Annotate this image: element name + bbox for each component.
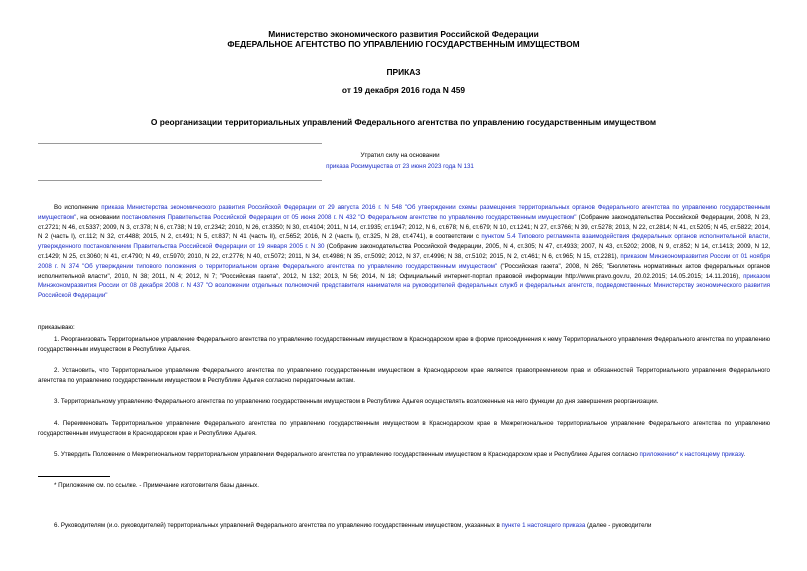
preamble-text-4: (Собрание законодательства Российской Федерации, 2005, N 4, ст.305; N 47, ст.4933; 2007, N 43, ст.5202; 2008, N 9, ст.852; N 14, ст.1413; 2009, N 12, ст.1429; N 25, ст.3060; N 41, ст.4790; N 49, ст.5970; 2010, N 22, ст.2776; N 40, ст.5072; 2011, N 34, ст.4986; N 35, ст.5092; 2012, N 37, ст.4996; N 38, ст.5102; 2015, N 2, ст.461; N 6, ст.965; N 15, ст.2281), <box>38 243 770 260</box>
order-374-link[interactable]: приказом Минэкономразвития России от 01 ноября 2008 г. N 374 "Об утверждении типового положения о территориальном органе Федерального агентства по управлению государственным имуществом" <box>38 252 771 270</box>
order-437-link[interactable]: приказом Минэкономразвития России от 08 декабря 2008 г. N 437 "О возложении отдельных полномочий представителя нанимателя на руководителей федеральных служб и федеральных агентств, подведомственных Министерству экономического развития Российской Федерации" <box>38 272 770 300</box>
preamble-text-2: , на основании <box>76 213 122 221</box>
appendix-link[interactable]: приложению* к настоящему приказу <box>639 451 744 458</box>
agency-name: ФЕДЕРАЛЬНОЕ АГЕНТСТВО ПО УПРАВЛЕНИЮ ГОСУДАРСТВЕННЫМ ИМУЩЕСТВОМ <box>227 39 580 49</box>
preamble-text-3: (Собрание законодательства Российской Федерации, 2008, N 23, ст.2721; N 46, ст.5337; 2009, N 3, ст.378; N 6, ст.738; N 19, ст.2342; 2010, N 26, ст.3350; N 30, ст.4104; 2011, N 14, ст.1935; ст.1947; 2012, N 6, ст.678; N 6, ст.679; N 10, ст.1241; N 27, ст.3766; N 39, ст.5278; 2013, N 22, ст.2814; N 41, ст.5205; N 45, ст.5822; 2014, N 2 (часть I), ст.112; N 32, ст.4488; 2015, N 2, ст.491; N 5, ст.837; N 41 (часть II), ст.5652; 2016, N 2 (часть I), ст.325, N 28, ст.4741), в соответствии с <box>38 213 770 241</box>
order-548-link[interactable]: приказа Министерства экономического развития Российской Федерации от 29 августа 2016 г. N 548 "Об утверждении схемы размещения территориальных органов Федерального агентства по управлению государственным имуществом" <box>38 204 770 221</box>
repeal-order-link[interactable]: приказа Росимущества от 23 июня 2023 года N 131 <box>326 163 474 170</box>
item-6-text-end: (далее - руководители <box>585 522 652 529</box>
top-divider <box>38 143 322 144</box>
document-type: ПРИКАЗ <box>386 67 421 77</box>
bottom-divider <box>38 180 322 181</box>
regulation-5-4-link[interactable]: пунктом 5.4 Типового регламента взаимодействия федеральных органов исполнительной власти, утвержденного постановлением Правительства Российской Федерации от 19 января 2005 г. N 30 <box>38 233 770 251</box>
item-2-text: 2. Установить, что Территориальное управление Федерального агентства по управлению государственным имуществом в Краснодарском крае является правопреемником прав и обязанностей Территориального управления Федерального агентства по управлению государственным имуществом в Республике Адыгея согласно передаточным актам. <box>38 367 770 384</box>
order-word: приказываю: <box>38 324 75 331</box>
footnote: * Приложение см. по ссылке. - Примечание изготовителя базы данных. <box>54 482 259 489</box>
item-6 <box>38 521 770 531</box>
item-4 <box>38 419 770 439</box>
preamble-text-1: Во исполнение <box>54 204 102 211</box>
item-3-text: 3. Территориальному управлению Федерального агентства по управлению государственным имуществом в Республике Адыгея осуществлять возложенные на него функции до дня завершения реорганизации. <box>54 398 659 405</box>
item-5-end: . <box>743 451 746 458</box>
status-note-label: Утратил силу на основании <box>360 152 440 159</box>
item-5 <box>38 450 770 460</box>
item-3 <box>38 397 770 407</box>
item-4-text: 4. Переименовать Территориальное управление Федерального агентства по управлению государственным имуществом в Краснодарском крае в Межрегиональное территориальное управление Федерального агентства по управлению государственным имуществом в Краснодарском крае и Республике Адыгея. <box>38 420 770 437</box>
status-note-wrap <box>290 162 510 172</box>
resolution-432-link[interactable]: постановления Правительства Российской Федерации от 05 июня 2008 г. N 432 "О Федеральном агентстве по управлению государственным имуществом" <box>121 213 577 221</box>
footnote-divider <box>38 476 110 477</box>
preamble <box>38 203 770 301</box>
document-date: от 19 декабря 2016 года N 459 <box>341 85 466 95</box>
item-1 <box>38 335 770 355</box>
ministry-name: Министерство экономического развития Российской Федерации <box>268 29 539 39</box>
item-6-text: 6. Руководителям (и.о. руководителей) территориальных управлений Федерального агентства по управлению государственным имуществом, указанных в <box>54 522 502 529</box>
item-1-text: 1. Реорганизовать Территориальное управление Федерального агентства по управлению государственным имуществом в Краснодарском крае в форме присоединения к нему Территориального управления Федерального агентства по управлению государственным имуществом в Республике Адыгея. <box>38 336 770 353</box>
item-1-ref-link[interactable]: пункте 1 настоящего приказа <box>501 522 586 529</box>
item-2 <box>38 366 770 386</box>
item-5-text: 5. Утвердить Положение о Межрегиональном территориальном управлении Федерального агентства по управлению государственным имуществом в Краснодарском крае и Республике Адыгея согласно <box>54 451 640 458</box>
preamble-text-5: ("Российская газета", 2008, N 265; "Бюллетень нормативных актов федеральных органов исполнительной власти", 2010, N 38; 2011, N 4; 2012, N 7; "Российская газета", 2012, N 132; 2013, N 56; 2014, N 18; Официальный интернет-портал правовой информации http://www.pravo.gov.ru, 20.02.2015; 14.05.2015; 14.11.2016), <box>38 262 770 280</box>
document-title: О реорганизации территориальных управлений Федерального агентства по управлению государственным имуществом <box>150 117 657 127</box>
